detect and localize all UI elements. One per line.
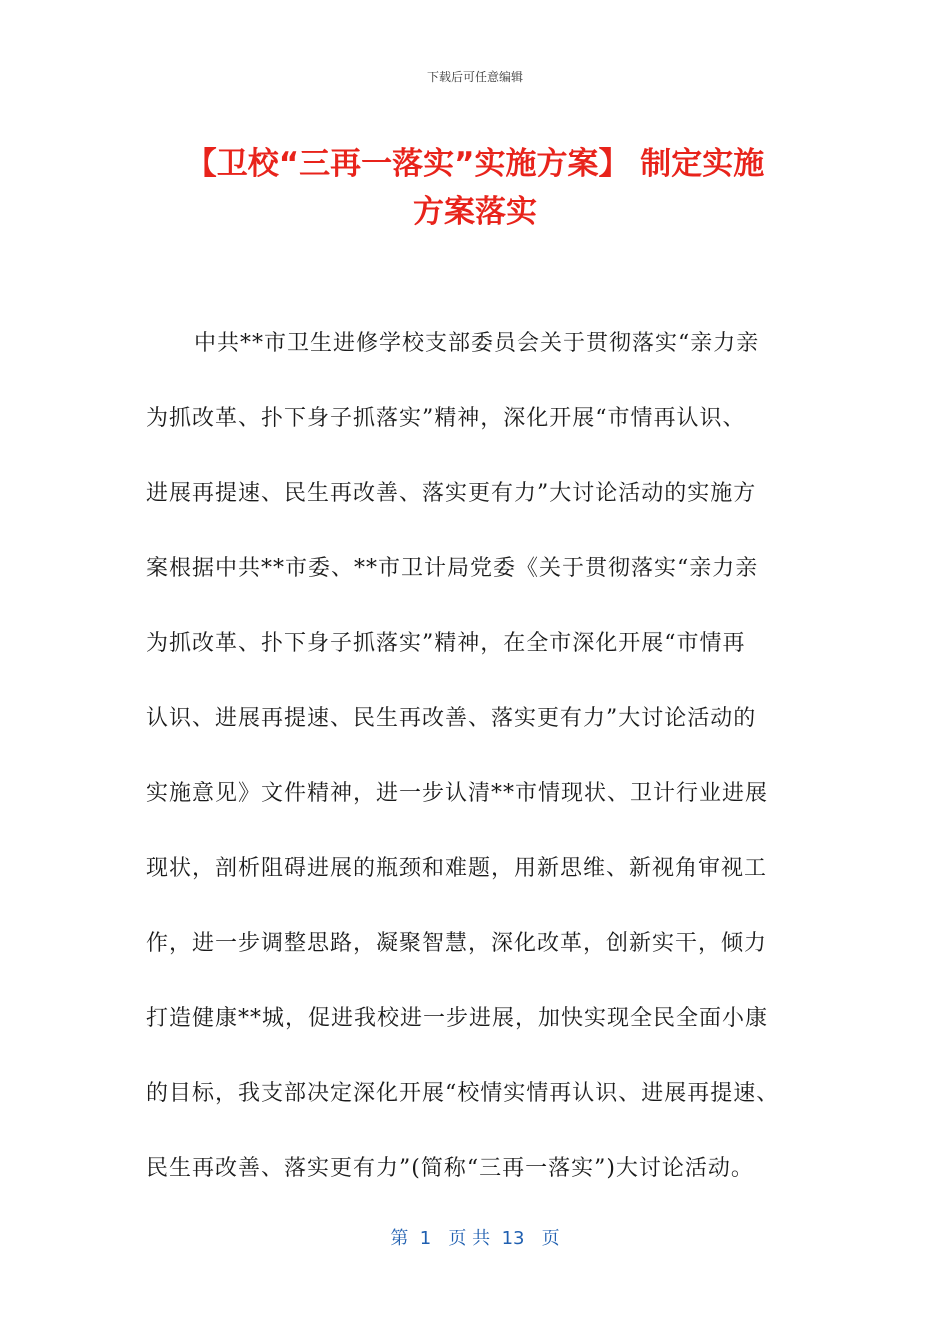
body-line: 实施意见》文件精神，进一步认清**市情现状、卫计行业进展 [146, 781, 769, 806]
body-line: 为抓改革、扑下身子抓落实”精神，深化开展“市情再认识、 [146, 406, 746, 431]
body-line: 打造健康**城，促进我校进一步进展，加快实现全民全面小康 [146, 1006, 769, 1031]
header-note: 下载后可任意编辑 [426, 70, 523, 84]
body-line: 作，进一步调整思路，凝聚智慧，深化改革，创新实干，倾力 [146, 931, 768, 956]
page-number-footer: 第 1 页 共 13 页 [390, 1228, 560, 1249]
title-line: 【卫校“三再一落实”实施方案】 制定实施 [185, 146, 765, 182]
body-line: 进展再提速、民生再改善、落实更有力”大讨论活动的实施方 [146, 481, 757, 506]
body-line: 民生再改善、落实更有力”(简称“三再一落实”)大讨论活动。 [146, 1156, 754, 1181]
document-title [140, 140, 810, 236]
body-paragraph [146, 322, 816, 1222]
title-line: 方案落实 [413, 194, 537, 230]
body-line: 中共**市卫生进修学校支部委员会关于贯彻落实“亲力亲 [194, 331, 760, 356]
body-line: 案根据中共**市委、**市卫计局党委《关于贯彻落实“亲力亲 [146, 556, 759, 581]
body-line: 现状，剖析阻碍进展的瓶颈和难题，用新思维、新视角审视工 [146, 856, 768, 881]
body-line: 的目标，我支部决定深化开展“校情实情再认识、进展再提速、 [146, 1081, 780, 1106]
body-line: 为抓改革、扑下身子抓落实”精神，在全市深化开展“市情再 [146, 631, 746, 656]
body-line: 认识、进展再提速、民生再改善、落实更有力”大讨论活动的 [146, 706, 757, 731]
